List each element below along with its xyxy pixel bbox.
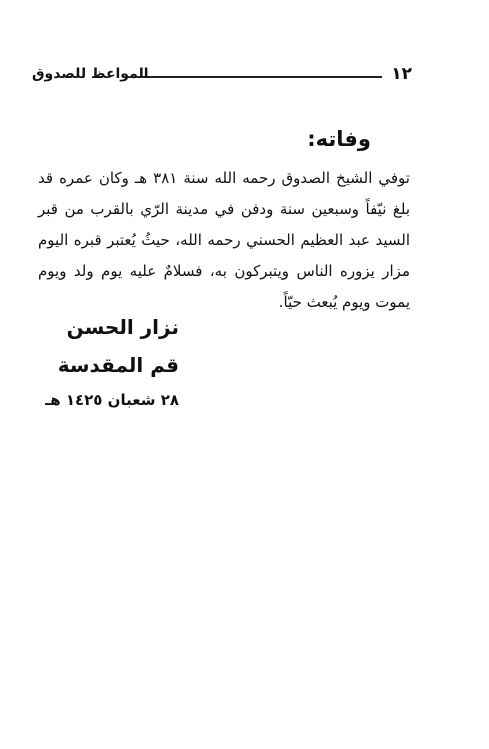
author-place: قم المقدسة: [57, 353, 179, 377]
section-heading: وفاته:: [307, 127, 371, 151]
author-name: نزار الحسن: [66, 315, 179, 339]
running-title: المواعظ للصدوق: [32, 66, 149, 82]
body-paragraph-block: [38, 163, 410, 318]
body-paragraph: توفي الشيخ الصدوق رحمه الله سنة ٣٨١ هـ وكان عمره قد بلغ نيّفاً وسبعين سنة ودفن في مدينة الرّي بالقرب من قبر السيد عبد العظيم الحسني رحمه الله، حيثُ يُعتبر قبره اليوم مزار يزوره الناس ويتبركون به، فسلامٌ عليه يوم ولد ويوم يموت ويوم يُبعث حيّاً.: [38, 169, 410, 311]
page-number: ١٢: [391, 64, 412, 84]
page-header: [32, 62, 412, 86]
signature-block: [45, 312, 179, 414]
header-rule: [142, 76, 382, 78]
signature-date: ٢٨ شعبان ١٤٢٥ هـ: [45, 391, 179, 409]
